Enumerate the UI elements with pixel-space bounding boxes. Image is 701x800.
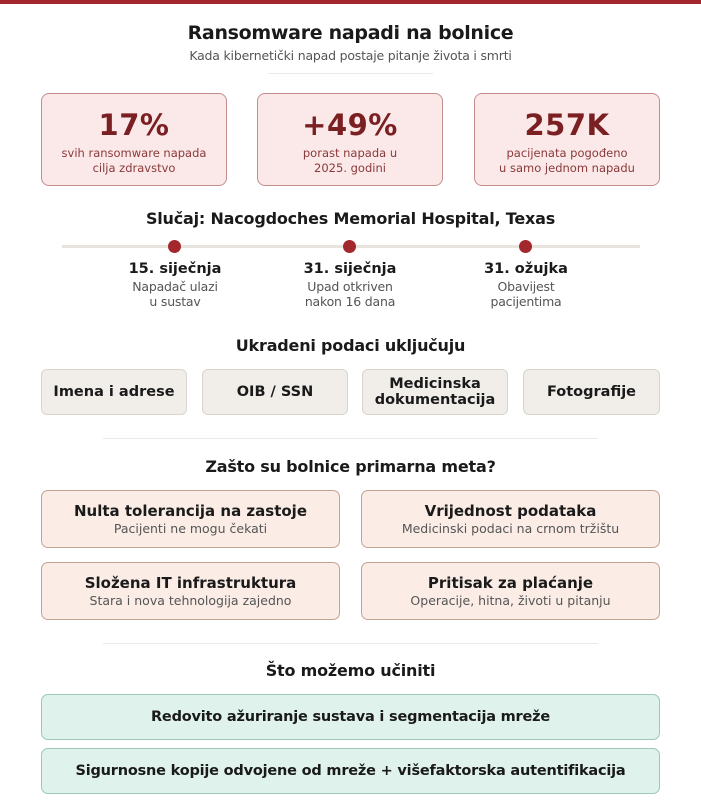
divider: [103, 438, 598, 439]
timeline-desc-line: Obavijest: [497, 279, 555, 294]
timeline-date: 15. siječnja: [128, 261, 222, 277]
stat-label: [42, 146, 226, 176]
stat-label-line: cilja zdravstvo: [92, 161, 176, 175]
timeline-dot-icon: [343, 240, 356, 253]
stolen-data-chip: [41, 369, 187, 415]
stat-value: 17%: [98, 108, 170, 142]
stat-label-line: porast napada u: [302, 146, 398, 160]
stat-label-line: pacijenata pogođeno: [506, 146, 628, 160]
timeline-date: 31. ožujka: [484, 261, 568, 277]
timeline-dot-icon: [519, 240, 532, 253]
chip-label: Medicinska: [389, 376, 481, 392]
stat-value: 257K: [524, 108, 610, 142]
chip-label: dokumentacija: [374, 392, 496, 408]
reason-card: [41, 562, 340, 620]
reason-desc: Stara i nova tehnologija zajedno: [89, 593, 292, 608]
timeline-desc: [446, 279, 606, 309]
reason-desc: Pacijenti ne mogu čekati: [113, 521, 268, 536]
reason-title: Složena IT infrastruktura: [84, 574, 297, 592]
chip-label: OIB / SSN: [236, 384, 314, 400]
timeline-desc: [270, 279, 430, 309]
timeline-date: 31. siječnja: [303, 261, 397, 277]
stat-label: [475, 146, 659, 176]
top-accent-bar: [0, 0, 701, 4]
timeline-desc-line: Upad otkriven: [307, 279, 393, 294]
stat-card: [41, 93, 227, 186]
reason-card: [41, 490, 340, 548]
timeline-desc-line: pacijentima: [490, 294, 562, 309]
action-item: Sigurnosne kopije odvojene od mreže + višefaktorska autentifikacija: [41, 748, 660, 794]
stat-label-line: svih ransomware napada: [61, 146, 207, 160]
timeline-desc-line: u sustav: [149, 294, 201, 309]
page-subtitle: Kada kibernetički napad postaje pitanje života i smrti: [189, 48, 512, 63]
chip-label: Imena i adrese: [53, 384, 175, 400]
reason-title: Vrijednost podataka: [424, 502, 597, 520]
reason-title: Pritisak za plaćanje: [427, 574, 594, 592]
stolen-data-title: Ukradeni podaci uključuju: [235, 336, 466, 355]
case-study-title: Slučaj: Nacogdoches Memorial Hospital, Texas: [145, 209, 556, 228]
stat-card: [257, 93, 443, 186]
stat-label: [258, 146, 442, 176]
divider: [103, 643, 598, 644]
actions-title: Što možemo učiniti: [265, 661, 436, 680]
divider: [268, 73, 433, 74]
stat-label-line: u samo jednom napadu: [499, 161, 635, 175]
stat-card: [474, 93, 660, 186]
reason-desc: Medicinski podaci na crnom tržištu: [401, 521, 620, 536]
stat-label-line: 2025. godini: [314, 161, 386, 175]
stolen-data-chip: [362, 369, 508, 415]
timeline-dot-icon: [168, 240, 181, 253]
action-item: Redovito ažuriranje sustava i segmentacija mreže: [41, 694, 660, 740]
stolen-data-chip: [202, 369, 348, 415]
page-title: Ransomware napadi na bolnice: [187, 22, 514, 44]
stat-value: +49%: [302, 108, 398, 142]
timeline-event: [95, 261, 255, 309]
timeline-event: [270, 261, 430, 309]
reason-card: [361, 490, 660, 548]
reason-card: [361, 562, 660, 620]
timeline-desc-line: nakon 16 dana: [304, 294, 396, 309]
timeline-desc: [95, 279, 255, 309]
reasons-title: Zašto su bolnice primarna meta?: [205, 457, 496, 476]
reason-title: Nulta tolerancija na zastoje: [74, 502, 307, 520]
chip-label: Fotografije: [546, 384, 637, 400]
stolen-data-chip: [523, 369, 660, 415]
reason-desc: Operacije, hitna, životi u pitanju: [410, 593, 611, 608]
timeline-desc-line: Napadač ulazi: [132, 279, 218, 294]
timeline-event: [446, 261, 606, 309]
